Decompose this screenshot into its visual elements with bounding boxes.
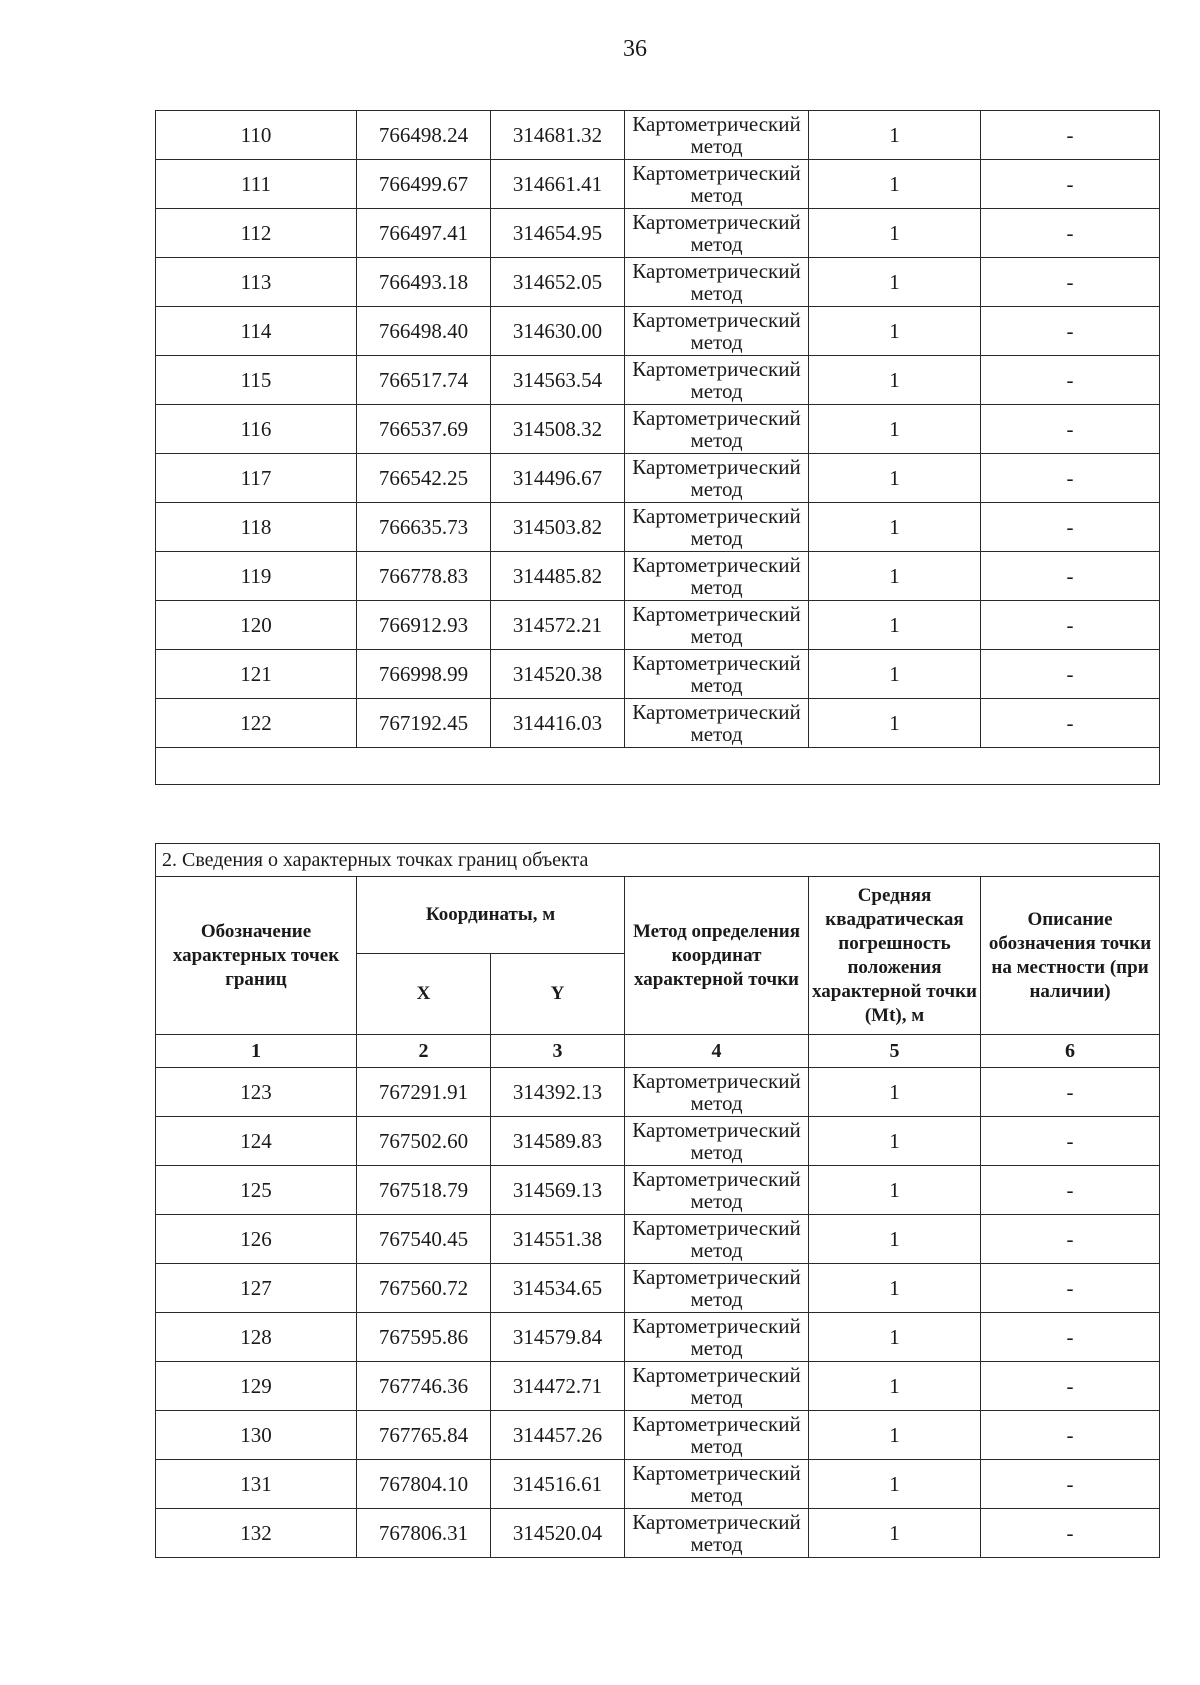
x-coordinate-cell: 766493.18	[357, 258, 491, 307]
x-coordinate-cell: 766542.25	[357, 454, 491, 503]
table-row	[156, 258, 1160, 307]
header-mean-square-error: Средняя квадратическая погрешность положения характерной точки (Mt), м	[809, 877, 981, 1035]
y-coordinate-cell: 314569.13	[491, 1166, 625, 1215]
method-cell: Картометрический метод	[625, 1509, 809, 1558]
method-cell: Картометрический метод	[625, 1068, 809, 1117]
point-number-cell: 110	[156, 111, 357, 160]
point-number-cell: 132	[156, 1509, 357, 1558]
table-row	[156, 1215, 1160, 1264]
y-coordinate-cell: 314654.95	[491, 209, 625, 258]
method-cell: Картометрический метод	[625, 160, 809, 209]
x-coordinate-cell: 767746.36	[357, 1362, 491, 1411]
x-coordinate-cell: 766498.40	[357, 307, 491, 356]
x-coordinate-cell: 766778.83	[357, 552, 491, 601]
y-coordinate-cell: 314485.82	[491, 552, 625, 601]
error-value-cell: 1	[809, 1313, 981, 1362]
x-coordinate-cell: 767518.79	[357, 1166, 491, 1215]
error-value-cell: 1	[809, 1362, 981, 1411]
error-value-cell: 1	[809, 552, 981, 601]
point-number-cell: 113	[156, 258, 357, 307]
description-cell: -	[981, 650, 1160, 699]
method-cell: Картометрический метод	[625, 1460, 809, 1509]
x-coordinate-cell: 766517.74	[357, 356, 491, 405]
description-cell: -	[981, 1411, 1160, 1460]
point-number-cell: 119	[156, 552, 357, 601]
error-value-cell: 1	[809, 1411, 981, 1460]
y-coordinate-cell: 314661.41	[491, 160, 625, 209]
method-cell: Картометрический метод	[625, 454, 809, 503]
column-number: 1	[156, 1035, 357, 1068]
point-number-cell: 127	[156, 1264, 357, 1313]
description-cell: -	[981, 503, 1160, 552]
point-number-cell: 115	[156, 356, 357, 405]
page-number: 36	[623, 36, 647, 62]
column-number: 2	[357, 1035, 491, 1068]
method-cell: Картометрический метод	[625, 1313, 809, 1362]
y-coordinate-cell: 314496.67	[491, 454, 625, 503]
column-number: 5	[809, 1035, 981, 1068]
point-number-cell: 130	[156, 1411, 357, 1460]
point-number-cell: 129	[156, 1362, 357, 1411]
point-number-cell: 122	[156, 699, 357, 748]
error-value-cell: 1	[809, 1264, 981, 1313]
description-cell: -	[981, 356, 1160, 405]
x-coordinate-cell: 767291.91	[357, 1068, 491, 1117]
method-cell: Картометрический метод	[625, 1215, 809, 1264]
x-coordinate-cell: 767502.60	[357, 1117, 491, 1166]
point-number-cell: 126	[156, 1215, 357, 1264]
table1-empty-row	[156, 748, 1160, 785]
point-number-cell: 111	[156, 160, 357, 209]
error-value-cell: 1	[809, 1117, 981, 1166]
error-value-cell: 1	[809, 209, 981, 258]
error-value-cell: 1	[809, 503, 981, 552]
method-cell: Картометрический метод	[625, 503, 809, 552]
point-number-cell: 124	[156, 1117, 357, 1166]
y-coordinate-cell: 314551.38	[491, 1215, 625, 1264]
error-value-cell: 1	[809, 1166, 981, 1215]
x-coordinate-cell: 766498.24	[357, 111, 491, 160]
description-cell: -	[981, 552, 1160, 601]
description-cell: -	[981, 258, 1160, 307]
description-cell: -	[981, 1362, 1160, 1411]
point-number-cell: 131	[156, 1460, 357, 1509]
table1-body	[156, 111, 1160, 748]
table-row	[156, 1362, 1160, 1411]
description-cell: -	[981, 1460, 1160, 1509]
x-coordinate-cell: 766499.67	[357, 160, 491, 209]
x-coordinate-cell: 767804.10	[357, 1460, 491, 1509]
y-coordinate-cell: 314579.84	[491, 1313, 625, 1362]
method-cell: Картометрический метод	[625, 601, 809, 650]
point-number-cell: 128	[156, 1313, 357, 1362]
y-coordinate-cell: 314520.04	[491, 1509, 625, 1558]
error-value-cell: 1	[809, 111, 981, 160]
description-cell: -	[981, 1264, 1160, 1313]
header-method: Метод определения координат характерной точки	[625, 877, 809, 1035]
description-cell: -	[981, 699, 1160, 748]
column-number: 6	[981, 1035, 1160, 1068]
table-row	[156, 356, 1160, 405]
y-coordinate-cell: 314416.03	[491, 699, 625, 748]
method-cell: Картометрический метод	[625, 307, 809, 356]
table-row	[156, 552, 1160, 601]
error-value-cell: 1	[809, 160, 981, 209]
x-coordinate-cell: 766635.73	[357, 503, 491, 552]
table-row	[156, 111, 1160, 160]
table-row	[156, 1509, 1160, 1558]
table-row	[156, 1313, 1160, 1362]
table-row	[156, 1264, 1160, 1313]
method-cell: Картометрический метод	[625, 699, 809, 748]
method-cell: Картометрический метод	[625, 650, 809, 699]
method-cell: Картометрический метод	[625, 1411, 809, 1460]
table-row	[156, 601, 1160, 650]
method-cell: Картометрический метод	[625, 552, 809, 601]
method-cell: Картометрический метод	[625, 258, 809, 307]
table-row	[156, 1068, 1160, 1117]
x-coordinate-cell: 766912.93	[357, 601, 491, 650]
error-value-cell: 1	[809, 1215, 981, 1264]
point-number-cell: 116	[156, 405, 357, 454]
description-cell: -	[981, 111, 1160, 160]
y-coordinate-cell: 314630.00	[491, 307, 625, 356]
point-number-cell: 117	[156, 454, 357, 503]
table-row	[156, 1411, 1160, 1460]
description-cell: -	[981, 1509, 1160, 1558]
table-row	[156, 699, 1160, 748]
error-value-cell: 1	[809, 1509, 981, 1558]
method-cell: Картометрический метод	[625, 111, 809, 160]
y-coordinate-cell: 314472.71	[491, 1362, 625, 1411]
boundary-points-table-continued	[155, 110, 1160, 785]
error-value-cell: 1	[809, 650, 981, 699]
description-cell: -	[981, 1117, 1160, 1166]
table-row	[156, 503, 1160, 552]
method-cell: Картометрический метод	[625, 1166, 809, 1215]
method-cell: Картометрический метод	[625, 405, 809, 454]
column-number: 4	[625, 1035, 809, 1068]
description-cell: -	[981, 1068, 1160, 1117]
description-cell: -	[981, 1166, 1160, 1215]
method-cell: Картометрический метод	[625, 1264, 809, 1313]
x-coordinate-cell: 767540.45	[357, 1215, 491, 1264]
x-coordinate-cell: 766998.99	[357, 650, 491, 699]
method-cell: Картометрический метод	[625, 1117, 809, 1166]
column-number: 3	[491, 1035, 625, 1068]
point-number-cell: 120	[156, 601, 357, 650]
error-value-cell: 1	[809, 405, 981, 454]
empty-cell	[156, 748, 1160, 785]
table2-body	[156, 1068, 1160, 1558]
description-cell: -	[981, 405, 1160, 454]
point-number-cell: 112	[156, 209, 357, 258]
x-coordinate-cell: 767595.86	[357, 1313, 491, 1362]
error-value-cell: 1	[809, 1460, 981, 1509]
method-cell: Картометрический метод	[625, 1362, 809, 1411]
y-coordinate-cell: 314457.26	[491, 1411, 625, 1460]
point-number-cell: 123	[156, 1068, 357, 1117]
description-cell: -	[981, 454, 1160, 503]
y-coordinate-cell: 314681.32	[491, 111, 625, 160]
column-numbers-row	[156, 1035, 1160, 1068]
table-row	[156, 405, 1160, 454]
x-coordinate-cell: 767192.45	[357, 699, 491, 748]
y-coordinate-cell: 314652.05	[491, 258, 625, 307]
y-coordinate-cell: 314516.61	[491, 1460, 625, 1509]
y-coordinate-cell: 314520.38	[491, 650, 625, 699]
point-number-cell: 121	[156, 650, 357, 699]
point-number-cell: 114	[156, 307, 357, 356]
header-designation: Обозначение характерных точек границ	[156, 877, 357, 1035]
error-value-cell: 1	[809, 307, 981, 356]
description-cell: -	[981, 1313, 1160, 1362]
table-row	[156, 307, 1160, 356]
error-value-cell: 1	[809, 356, 981, 405]
header-x: X	[357, 954, 491, 1035]
error-value-cell: 1	[809, 454, 981, 503]
description-cell: -	[981, 160, 1160, 209]
table-row	[156, 160, 1160, 209]
x-coordinate-cell: 767765.84	[357, 1411, 491, 1460]
method-cell: Картометрический метод	[625, 356, 809, 405]
description-cell: -	[981, 1215, 1160, 1264]
table-title: 2. Сведения о характерных точках границ объекта	[156, 844, 1160, 877]
x-coordinate-cell: 767806.31	[357, 1509, 491, 1558]
header-coordinates: Координаты, м	[357, 877, 625, 954]
table-row	[156, 650, 1160, 699]
table-row	[156, 1460, 1160, 1509]
method-cell: Картометрический метод	[625, 209, 809, 258]
description-cell: -	[981, 601, 1160, 650]
y-coordinate-cell: 314563.54	[491, 356, 625, 405]
table-row	[156, 454, 1160, 503]
error-value-cell: 1	[809, 1068, 981, 1117]
y-coordinate-cell: 314572.21	[491, 601, 625, 650]
description-cell: -	[981, 209, 1160, 258]
point-number-cell: 125	[156, 1166, 357, 1215]
y-coordinate-cell: 314534.65	[491, 1264, 625, 1313]
point-number-cell: 118	[156, 503, 357, 552]
header-y: Y	[491, 954, 625, 1035]
error-value-cell: 1	[809, 699, 981, 748]
boundary-points-table	[155, 843, 1160, 1558]
y-coordinate-cell: 314392.13	[491, 1068, 625, 1117]
y-coordinate-cell: 314503.82	[491, 503, 625, 552]
description-cell: -	[981, 307, 1160, 356]
error-value-cell: 1	[809, 601, 981, 650]
table-row	[156, 1117, 1160, 1166]
header-description: Описание обозначения точки на местности (при наличии)	[981, 877, 1160, 1035]
x-coordinate-cell: 767560.72	[357, 1264, 491, 1313]
x-coordinate-cell: 766537.69	[357, 405, 491, 454]
table-row	[156, 1166, 1160, 1215]
y-coordinate-cell: 314508.32	[491, 405, 625, 454]
error-value-cell: 1	[809, 258, 981, 307]
table-row	[156, 209, 1160, 258]
x-coordinate-cell: 766497.41	[357, 209, 491, 258]
y-coordinate-cell: 314589.83	[491, 1117, 625, 1166]
